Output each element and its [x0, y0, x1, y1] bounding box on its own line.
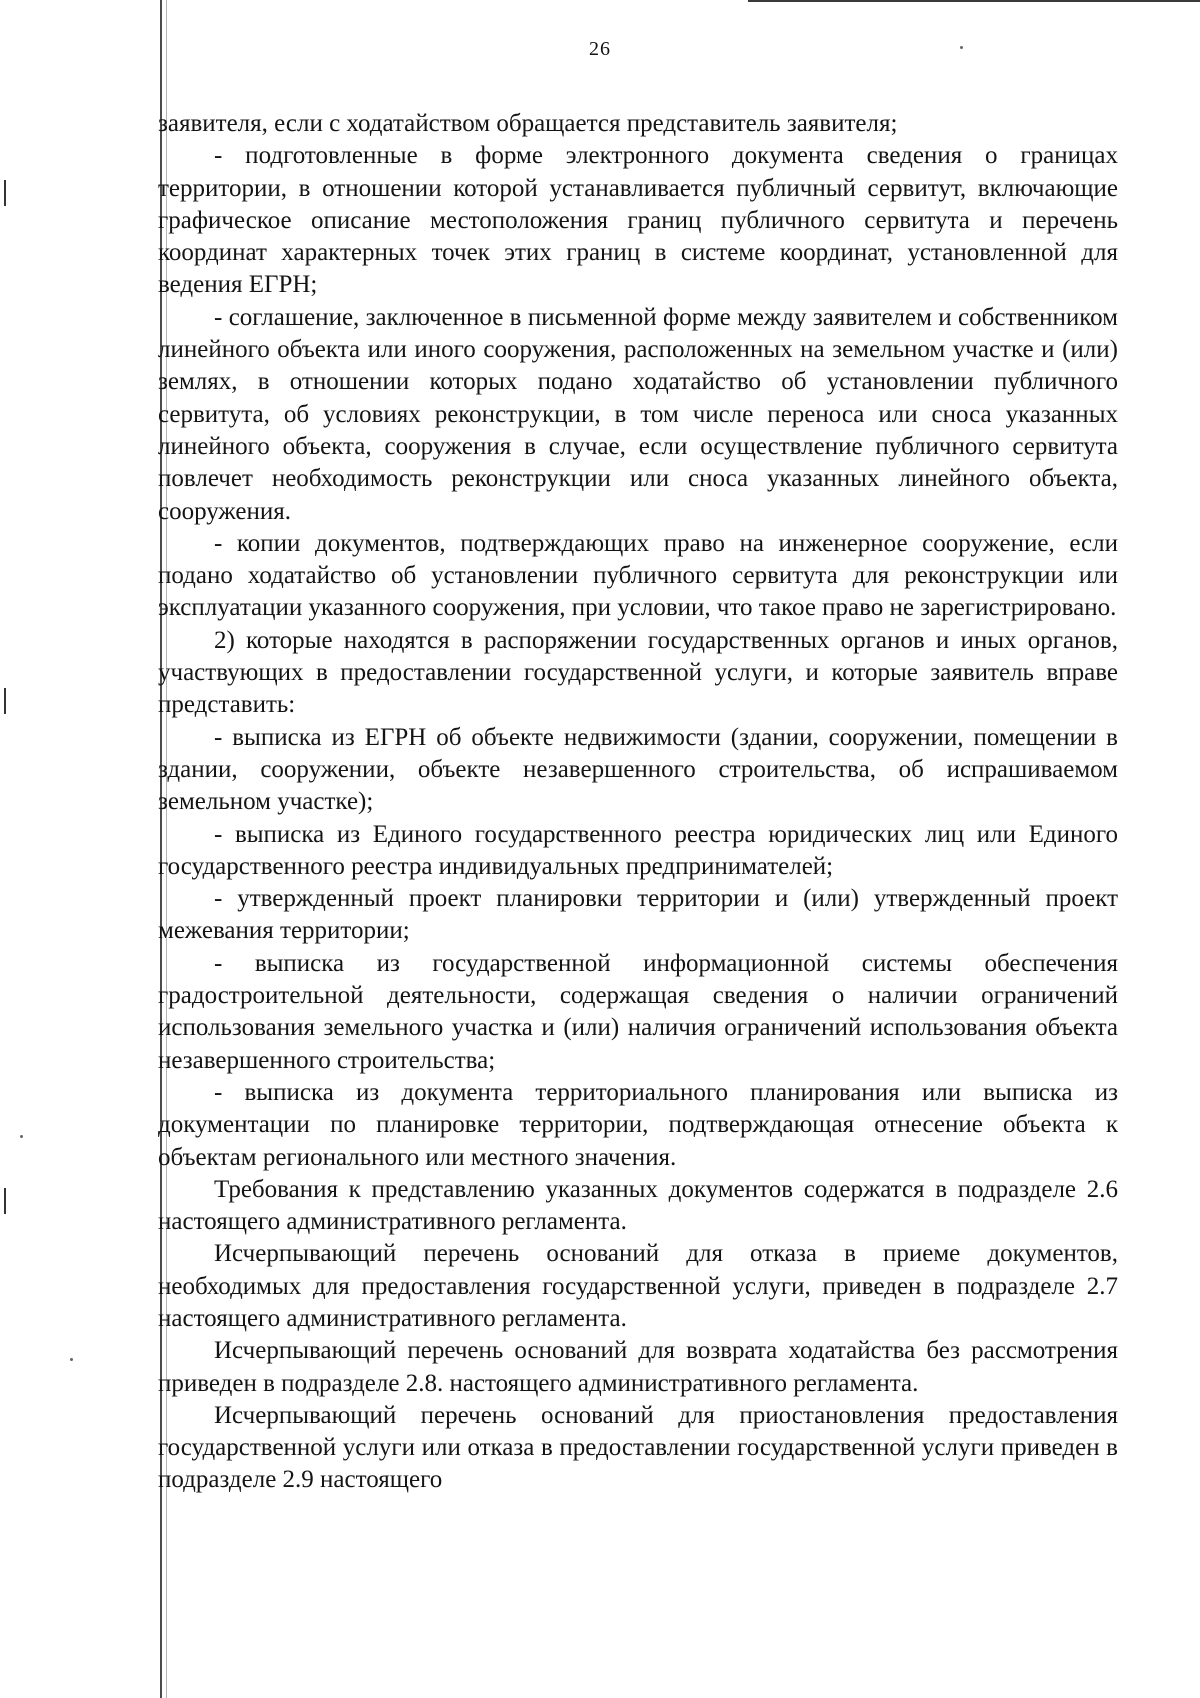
- scan-speck: [20, 1135, 23, 1138]
- document-paragraph: Исчерпывающий перечень оснований для приостановления предоставления государственной услуги или отказа в предоставлении государственной услуги приведен в подразделе 2.9 настоящего: [158, 1401, 1118, 1494]
- document-paragraph: - выписка из документа территориального планирования или выписка из документации по планировке территории, подтверждающая отнесение объекта к объектам регионального или местного значения.: [158, 1078, 1118, 1171]
- document-paragraph: - выписка из Единого государственного реестра юридических лиц или Единого государственного реестра индивидуальных предпринимателей;: [158, 820, 1118, 880]
- document-paragraph: - подготовленные в форме электронного документа сведения о границах территории, в отношении которой устанавливается публичный сервитут, включающие графическое описание местоположения границ публичного сервитута и перечень координат характерных точек этих границ в системе координат, установленной для ведения ЕГРН;: [158, 142, 1118, 299]
- document-paragraph: заявителя, если с ходатайством обращается представитель заявителя;: [158, 110, 898, 137]
- document-paragraph: Требования к представлению указанных документов содержатся в подразделе 2.6 настоящего административного регламента.: [158, 1175, 1118, 1236]
- document-paragraph: - копии документов, подтверждающих право на инженерное сооружение, если подано ходатайство об установлении публичного сервитута для реконструкции или эксплуатации указанного сооружения, при условии, что такое право не зарегистрировано.: [158, 529, 1118, 622]
- scan-edge-mark: [4, 1188, 6, 1214]
- document-paragraph: - выписка из государственной информационной системы обеспечения градостроительной деятельности, содержащая сведения о наличии ограничений использования земельного участка и (или) наличия ограничений использования объекта незавершенного строительства;: [158, 949, 1118, 1074]
- document-paragraph: - соглашение, заключенное в письменной форме между заявителем и собственником линейного объекта или иного сооружения, расположенных на земельном участке и (или) землях, в отношении которых подано ходатайство об установлении публичного сервитута, об условиях реконструкции, в том числе переноса или сноса указанных линейного объекта, сооружения в случае, если осуществление публичного сервитута повлечет необходимость реконструкции или сноса указанных линейного объекта, сооружения.: [158, 303, 1118, 525]
- document-paragraph: - выписка из ЕГРН об объекте недвижимости (здании, сооружении, помещении в здании, сооружении, объекте незавершенного строительства, об испрашиваемом земельном участке);: [158, 723, 1118, 816]
- scan-edge-mark: [4, 180, 6, 206]
- page-number: 26: [589, 38, 611, 60]
- document-body: [158, 108, 1118, 1497]
- scan-speck: [70, 1358, 73, 1361]
- document-paragraph: Исчерпывающий перечень оснований для отказа в приеме документов, необходимых для предоставления государственной услуги, приведен в подразделе 2.7 настоящего административного регламента.: [158, 1240, 1118, 1332]
- scan-top-rule: [748, 0, 1200, 2]
- document-paragraph: Исчерпывающий перечень оснований для возврата ходатайства без рассмотрения приведен в подразделе 2.8. настоящего административного регламента.: [158, 1337, 1118, 1397]
- document-paragraph: 2) которые находятся в распоряжении государственных органов и иных органов, участвующих в предоставлении государственной услуги, и которые заявитель вправе представить:: [158, 626, 1118, 719]
- scan-edge-mark: [4, 688, 6, 714]
- document-paragraph: - утвержденный проект планировки территории и (или) утвержденный проект межевания территории;: [158, 885, 1118, 945]
